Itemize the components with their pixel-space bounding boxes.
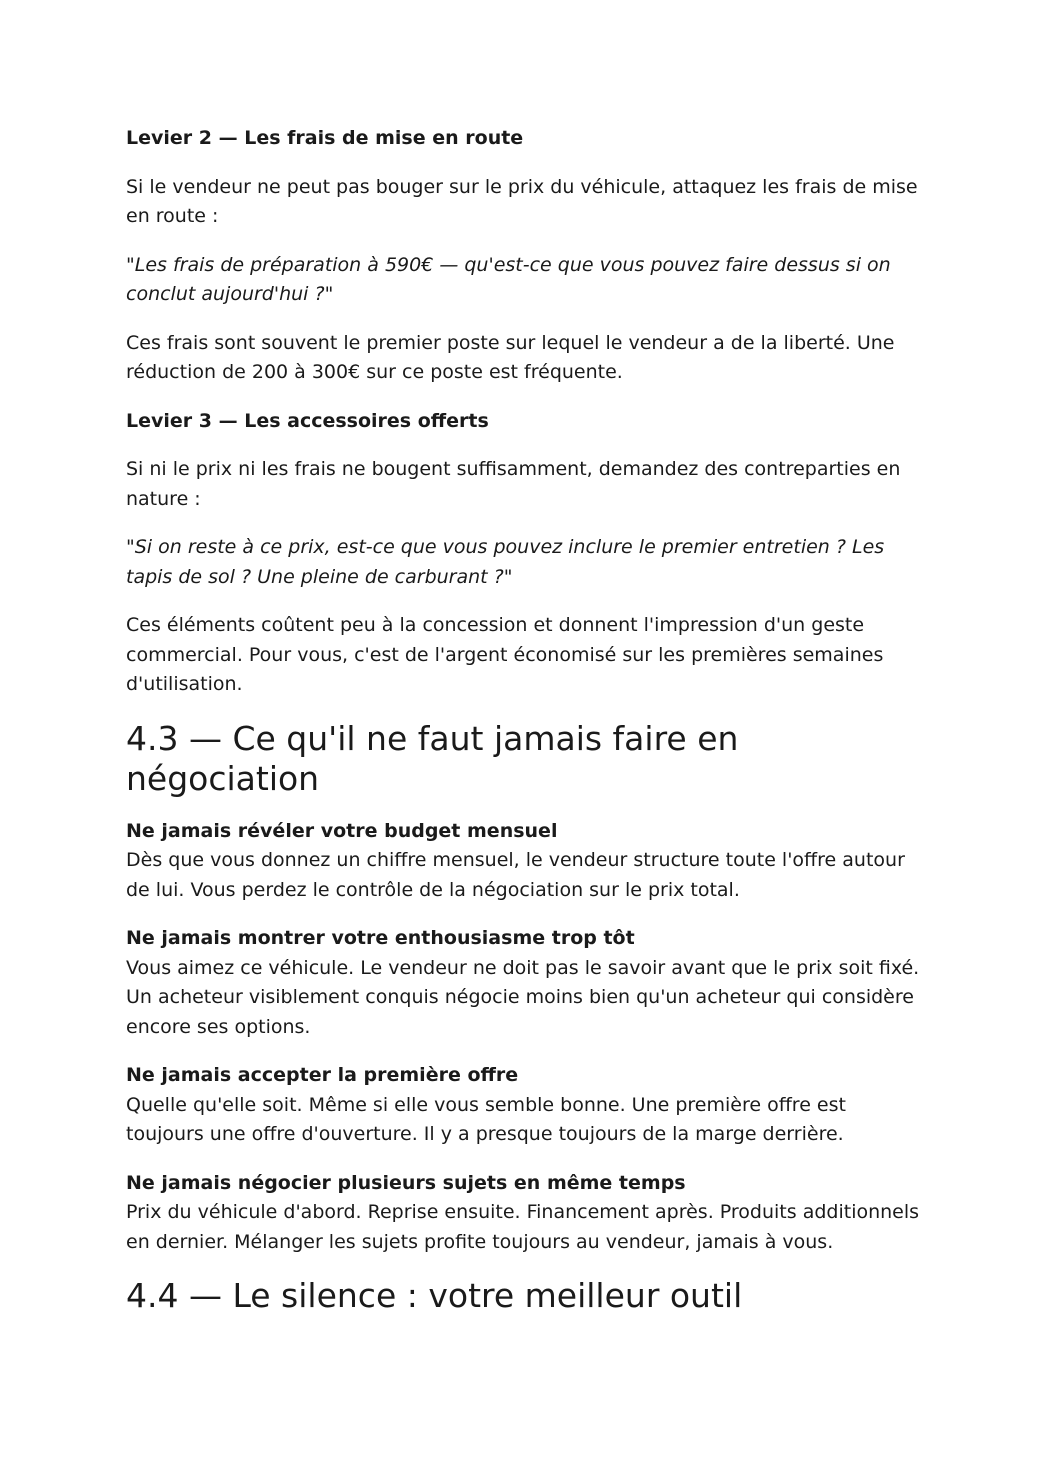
rule-item <box>126 1061 926 1150</box>
rule-text: Quelle qu'elle soit. Même si elle vous semble bonne. Une première offre est toujours une offre d'ouverture. Il y a presque toujours de la marge derrière. <box>126 1093 846 1145</box>
lever-3-intro: Si ni le prix ni les frais ne bougent suffisamment, demandez des contreparties en nature : <box>126 458 901 510</box>
rule-item <box>126 817 926 906</box>
lever-3-quote: "Si on reste à ce prix, est-ce que vous pouvez inclure le premier entretien ? Les tapis de sol ? Une pleine de carburant ?" <box>126 536 885 588</box>
rule-title: Ne jamais révéler votre budget mensuel <box>126 819 558 842</box>
section-4-4-heading: 4.4 — Le silence : votre meilleur outil <box>126 1276 743 1315</box>
rule-title: Ne jamais négocier plusieurs sujets en même temps <box>126 1171 686 1194</box>
document-page <box>126 124 926 1334</box>
lever-3-note: Ces éléments coûtent peu à la concession et donnent l'impression d'un geste commercial. Pour vous, c'est de l'argent économisé sur les premières semaines d'utilisation. <box>126 614 884 695</box>
rule-item <box>126 924 926 1042</box>
lever-3-title: Levier 3 — Les accessoires offerts <box>126 409 489 432</box>
lever-2-title: Levier 2 — Les frais de mise en route <box>126 127 524 149</box>
rule-text: Prix du véhicule d'abord. Reprise ensuite. Financement après. Produits additionnels en dernier. Mélanger les sujets profite toujours au vendeur, jamais à vous. <box>126 1201 920 1253</box>
lever-2-intro: Si le vendeur ne peut pas bouger sur le prix du véhicule, attaquez les frais de mise en route : <box>126 175 918 227</box>
section-4-3-heading: 4.3 — Ce qu'il ne faut jamais faire en négociation <box>126 718 739 798</box>
rule-title: Ne jamais montrer votre enthousiasme trop tôt <box>126 927 635 949</box>
lever-2-note: Ces frais sont souvent le premier poste sur lequel le vendeur a de la liberté. Une réduction de 200 à 300€ sur ce poste est fréquente. <box>126 331 895 383</box>
rule-text: Dès que vous donnez un chiffre mensuel, le vendeur structure toute l'offre autour de lui. Vous perdez le contrôle de la négociation sur le prix total. <box>126 849 905 901</box>
rule-text: Vous aimez ce véhicule. Le vendeur ne doit pas le savoir avant que le prix soit fixé. Un acheteur visiblement conquis négocie moins bien qu'un acheteur qui considère encore ses options. <box>126 956 920 1038</box>
rule-title: Ne jamais accepter la première offre <box>126 1064 519 1086</box>
rule-item <box>126 1169 926 1258</box>
lever-2-quote: "Les frais de préparation à 590€ — qu'est-ce que vous pouvez faire dessus si on conclut aujourd'hui ?" <box>126 253 891 305</box>
